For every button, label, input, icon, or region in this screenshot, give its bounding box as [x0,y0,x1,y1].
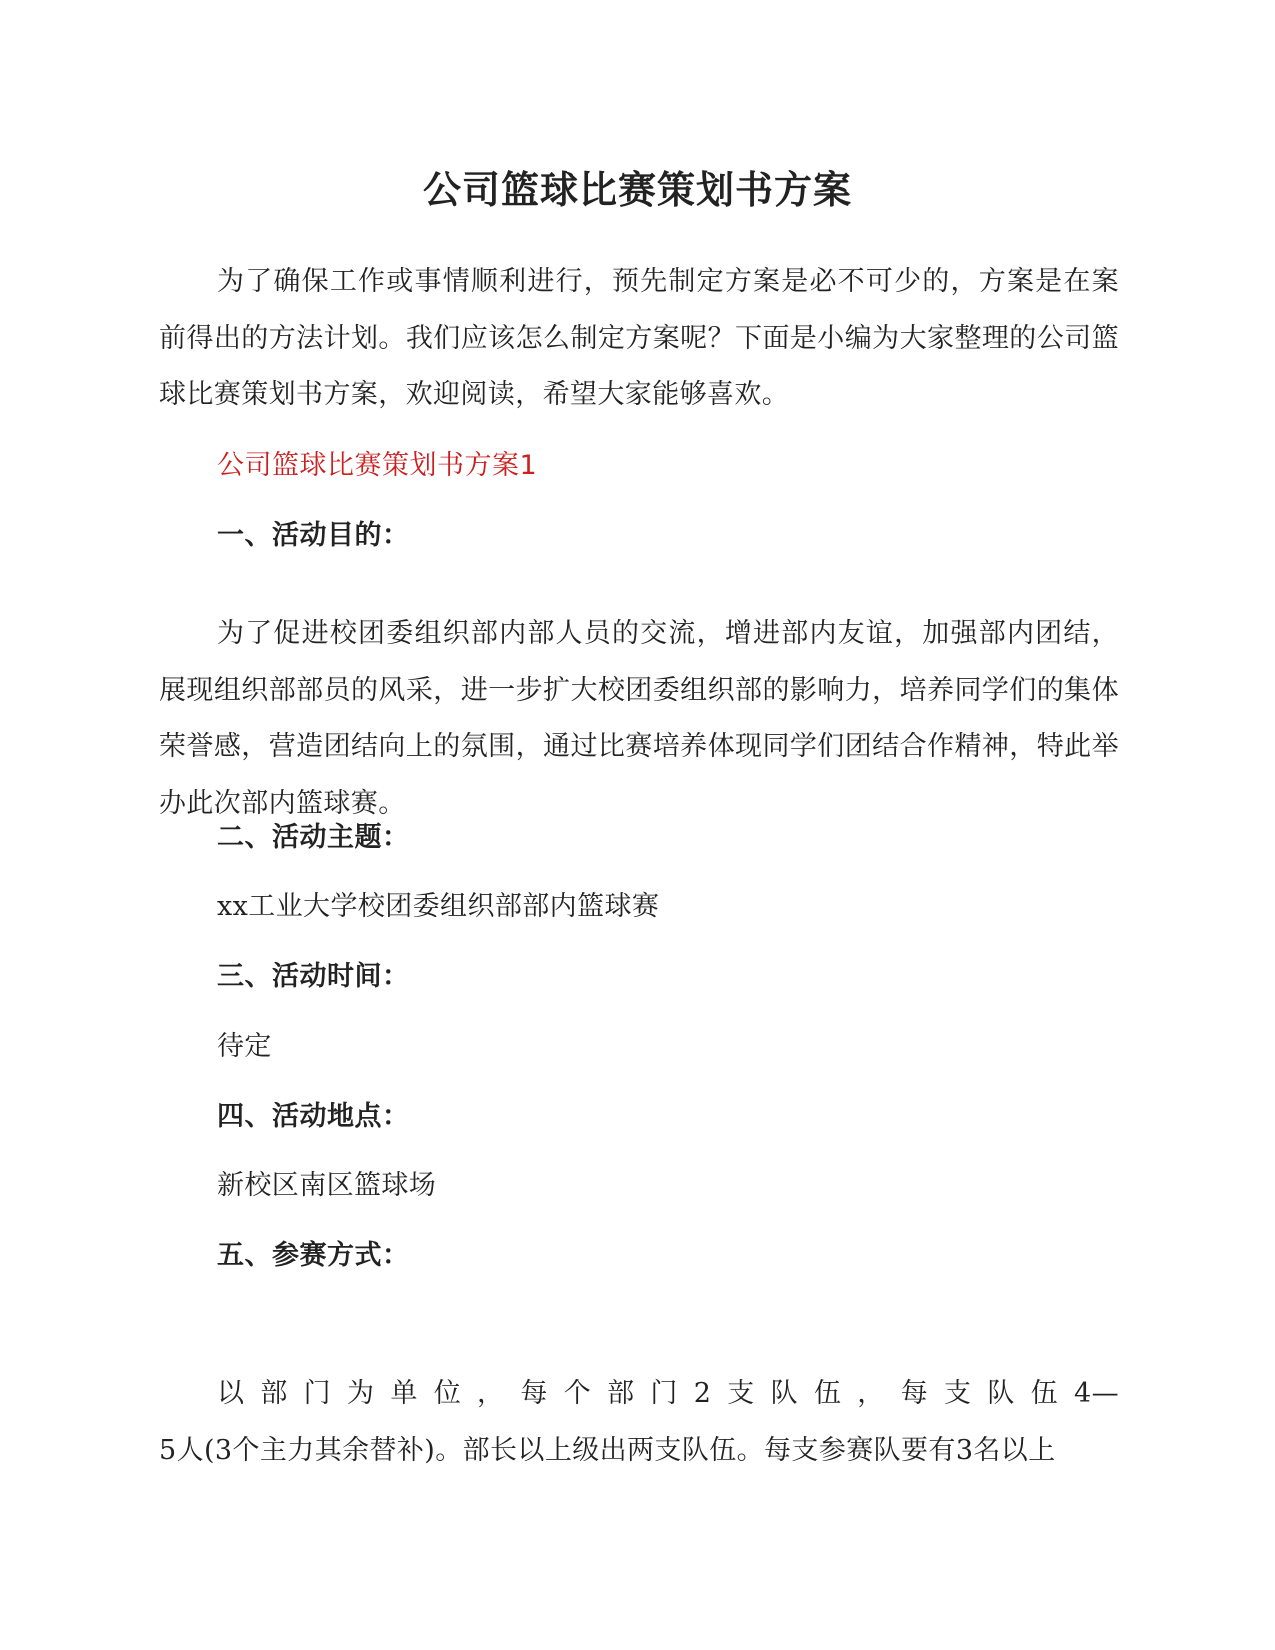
heading-theme: 二、活动主题： [217,822,410,853]
participation-line-1: 以部门为单位，每个部门2支队伍，每支队伍4— [217,1378,1119,1409]
heading-time: 三、活动时间： [217,961,410,992]
location-value: 新校区南区篮球场 [217,1170,437,1201]
heading-participation: 五、参赛方式： [217,1240,410,1271]
heading-purpose: 一、活动目的： [217,520,410,551]
document-title: 公司篮球比赛策划书方案 [422,168,852,212]
theme-value: xx工业大学校团委组织部部内篮球赛 [217,891,660,922]
section-title: 公司篮球比赛策划书方案1 [217,450,538,481]
time-value: 待定 [217,1031,272,1062]
purpose-paragraph: 为了促进校团委组织部内部人员的交流，增进部内友谊，加强部内团结，展现组织部部员的风采，进一步扩大校团委组织部的影响力，培养同学们的集体荣誉感，营造团结向上的氛围，通过比赛培养体现同学们团结合作精神，特此举办此次部内篮球赛。 [159,618,1119,819]
intro-paragraph: 为了确保工作或事情顺利进行，预先制定方案是必不可少的，方案是在案前得出的方法计划。我们应该怎么制定方案呢？下面是小编为大家整理的公司篮球比赛策划书方案，欢迎阅读，希望大家能够喜欢。 [159,266,1119,410]
heading-location: 四、活动地点： [217,1101,410,1132]
participation-paragraph [159,1366,1119,1479]
participation-line-2: 5人(3个主力其余替补)。部长以上级出两支队伍。每支参赛队要有3名以上 [159,1434,1056,1466]
